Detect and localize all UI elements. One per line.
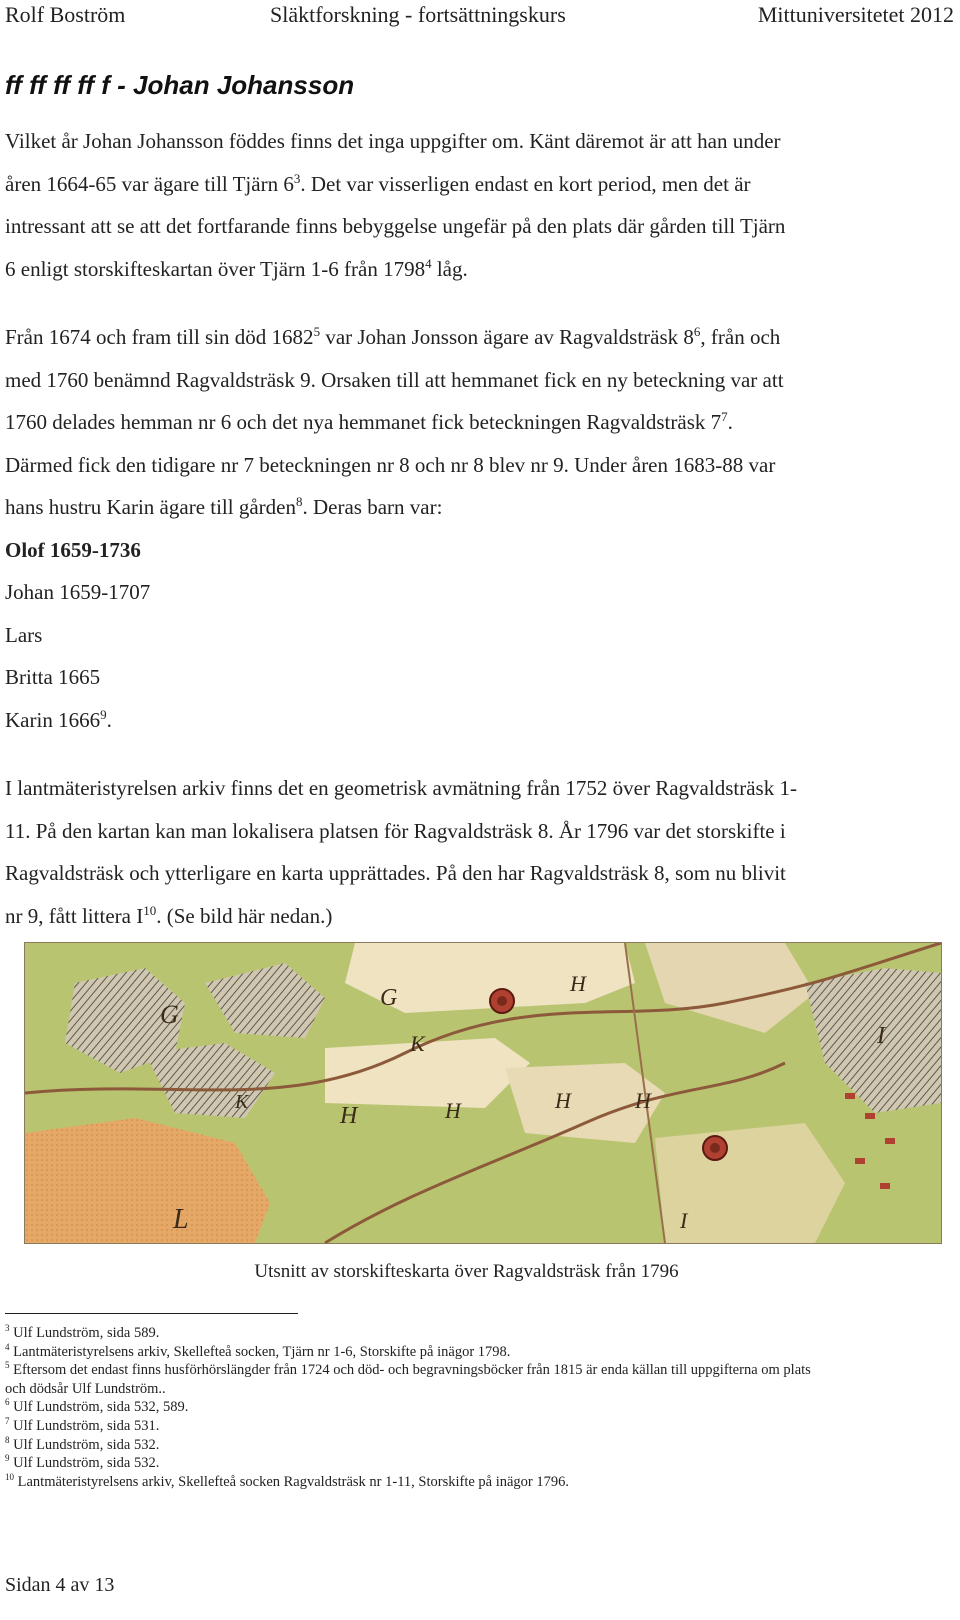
house: [865, 1113, 875, 1119]
footnote: och dödsår Ulf Lundström..: [5, 1380, 166, 1397]
map-label: K: [410, 1031, 425, 1056]
text-line: Ragvaldsträsk och ytterligare en karta upprättades. På den har Ragvaldsträsk 8, som nu blivit: [5, 861, 786, 885]
footnote: $^7$ Ulf Lundström, sida 531.: [5, 1416, 160, 1434]
child-entry: Olof 1659-1736: [5, 537, 141, 562]
map-label: K: [235, 1091, 249, 1113]
map-label: H: [555, 1088, 571, 1113]
text-line: nr 9, fått littera $I^{10}$. (Se bild här nedan.): [5, 902, 333, 928]
footnote-ref[interactable]: 7: [721, 409, 728, 424]
text-line: 11. På den kartan kan man lokalisera platsen för Ragvaldsträsk 8. År 1796 var det storskifte i: [5, 818, 786, 843]
farmstead-core: [710, 1143, 720, 1153]
paragraph-1: [5, 120, 955, 290]
footnote-divider: [5, 1313, 298, 1314]
footnote: $^8$ Ulf Lundström, sida 532.: [5, 1434, 160, 1453]
map-label: G: [380, 985, 398, 1011]
text-line: 6 enligt storskifteskartan över Tjärn 1-6 från 1798$^4$ låg.: [5, 255, 468, 281]
footnote: $^4$ Lantmäteristyrelsens arkiv, Skellefteå socken, Tjärn nr 1-6, Storskifte på inägor 1798.: [5, 1341, 511, 1360]
header-course: Släktforskning - fortsättningskurs: [270, 2, 566, 27]
map-label: H: [570, 971, 586, 996]
child-entry: Britta 1665: [5, 665, 101, 689]
image-caption: Utsnitt av storskifteskarta över Ragvaldsträsk från 1796: [254, 1261, 679, 1282]
text-line: intressant att se att det fortfarande finns bebyggelse ungefär på den plats där gården till Tjärn: [5, 214, 786, 238]
child-entry: Lars: [5, 622, 43, 647]
farmstead-core: [497, 996, 507, 1006]
footnote-ref[interactable]: 10: [143, 902, 157, 918]
text-line: Vilket år Johan Johansson föddes finns det inga uppgifter om. Känt däremot är att han under: [5, 129, 781, 153]
map-label: H: [340, 1103, 358, 1129]
paragraph-2: [5, 316, 955, 741]
header-author: Rolf Boström: [5, 2, 126, 27]
house: [845, 1093, 855, 1099]
house: [855, 1158, 865, 1164]
footnote: $^6$ Ulf Lundström, sida 532, 589.: [5, 1397, 189, 1416]
footnote: $^9$ Ulf Lundström, sida 532.: [5, 1453, 160, 1472]
section-heading: ff ff ff ff f - Johan Johansson: [5, 70, 355, 100]
footnote-ref[interactable]: 4: [425, 255, 432, 271]
page-number: Sidan 4 av 13: [5, 1574, 115, 1596]
footnote-ref[interactable]: 6: [693, 324, 701, 339]
text-line: 1760 delades hemman nr 6 och det nya hemmanet fick beteckningen Ragvaldsträsk $7^7$.: [5, 409, 733, 434]
map-label: I: [680, 1208, 688, 1233]
map-label: H: [635, 1088, 651, 1113]
child-entry: Johan 1659-1707: [5, 580, 151, 604]
map-label: G: [160, 1000, 179, 1029]
house: [880, 1183, 890, 1189]
footnote: $^5$ Eftersom det endast finns husförhörslängder från 1724 och död- och begravningsböcker från 1815 är enda källan till uppgifterna om plats: [5, 1360, 811, 1379]
text-line: I lantmäteristyrelsen arkiv finns det en geometrisk avmätning från 1752 över Ragvaldsträsk 1-: [5, 776, 797, 800]
map-label: H: [445, 1098, 461, 1123]
footnotes: [5, 1324, 945, 1491]
historical-map-image: [24, 942, 942, 1244]
map-label: I: [877, 1023, 885, 1049]
house: [885, 1138, 895, 1144]
text-line: Därmed fick den tidigare nr 7 beteckningen nr 8 och nr 8 blev nr 9. Under åren 1683-88 var: [5, 452, 776, 477]
footnote-ref[interactable]: 3: [293, 170, 301, 186]
footnote: $^3$ Ulf Lundström, sida 589.: [5, 1323, 160, 1341]
child-entry: Karin 1666$^9$.: [5, 706, 112, 732]
text-line: med 1760 benämnd Ragvaldsträsk 9. Orsaken till att hemmanet fick en ny beteckning var att: [5, 367, 784, 392]
footnote-ref[interactable]: 5: [313, 324, 321, 339]
text-line: hans hustru Karin ägare till gården$^8$. Deras barn var:: [5, 494, 443, 519]
map-illustration: [25, 943, 941, 1243]
footnote-ref[interactable]: 8: [296, 494, 303, 509]
footnote-ref[interactable]: 9: [100, 706, 107, 722]
text-line: Från 1674 och fram till sin död 1682$^5$ var Johan Jonsson ägare av Ragvaldsträsk $8^6$, från och: [5, 324, 781, 349]
map-label: L: [173, 1204, 189, 1235]
paragraph-3: [5, 767, 955, 937]
text-line: åren 1664-65 var ägare till Tjärn $6^3$. Det var visserligen endast en kort period, men det är: [5, 170, 751, 196]
footnote: $^{10}$ Lantmäteristyrelsens arkiv, Skellefteå socken Ragvaldsträsk nr 1-11, Storskifte på inägor 1796.: [5, 1471, 570, 1490]
page-header: [0, 0, 960, 30]
header-institution: Mittuniversitetet 2012: [757, 2, 954, 27]
